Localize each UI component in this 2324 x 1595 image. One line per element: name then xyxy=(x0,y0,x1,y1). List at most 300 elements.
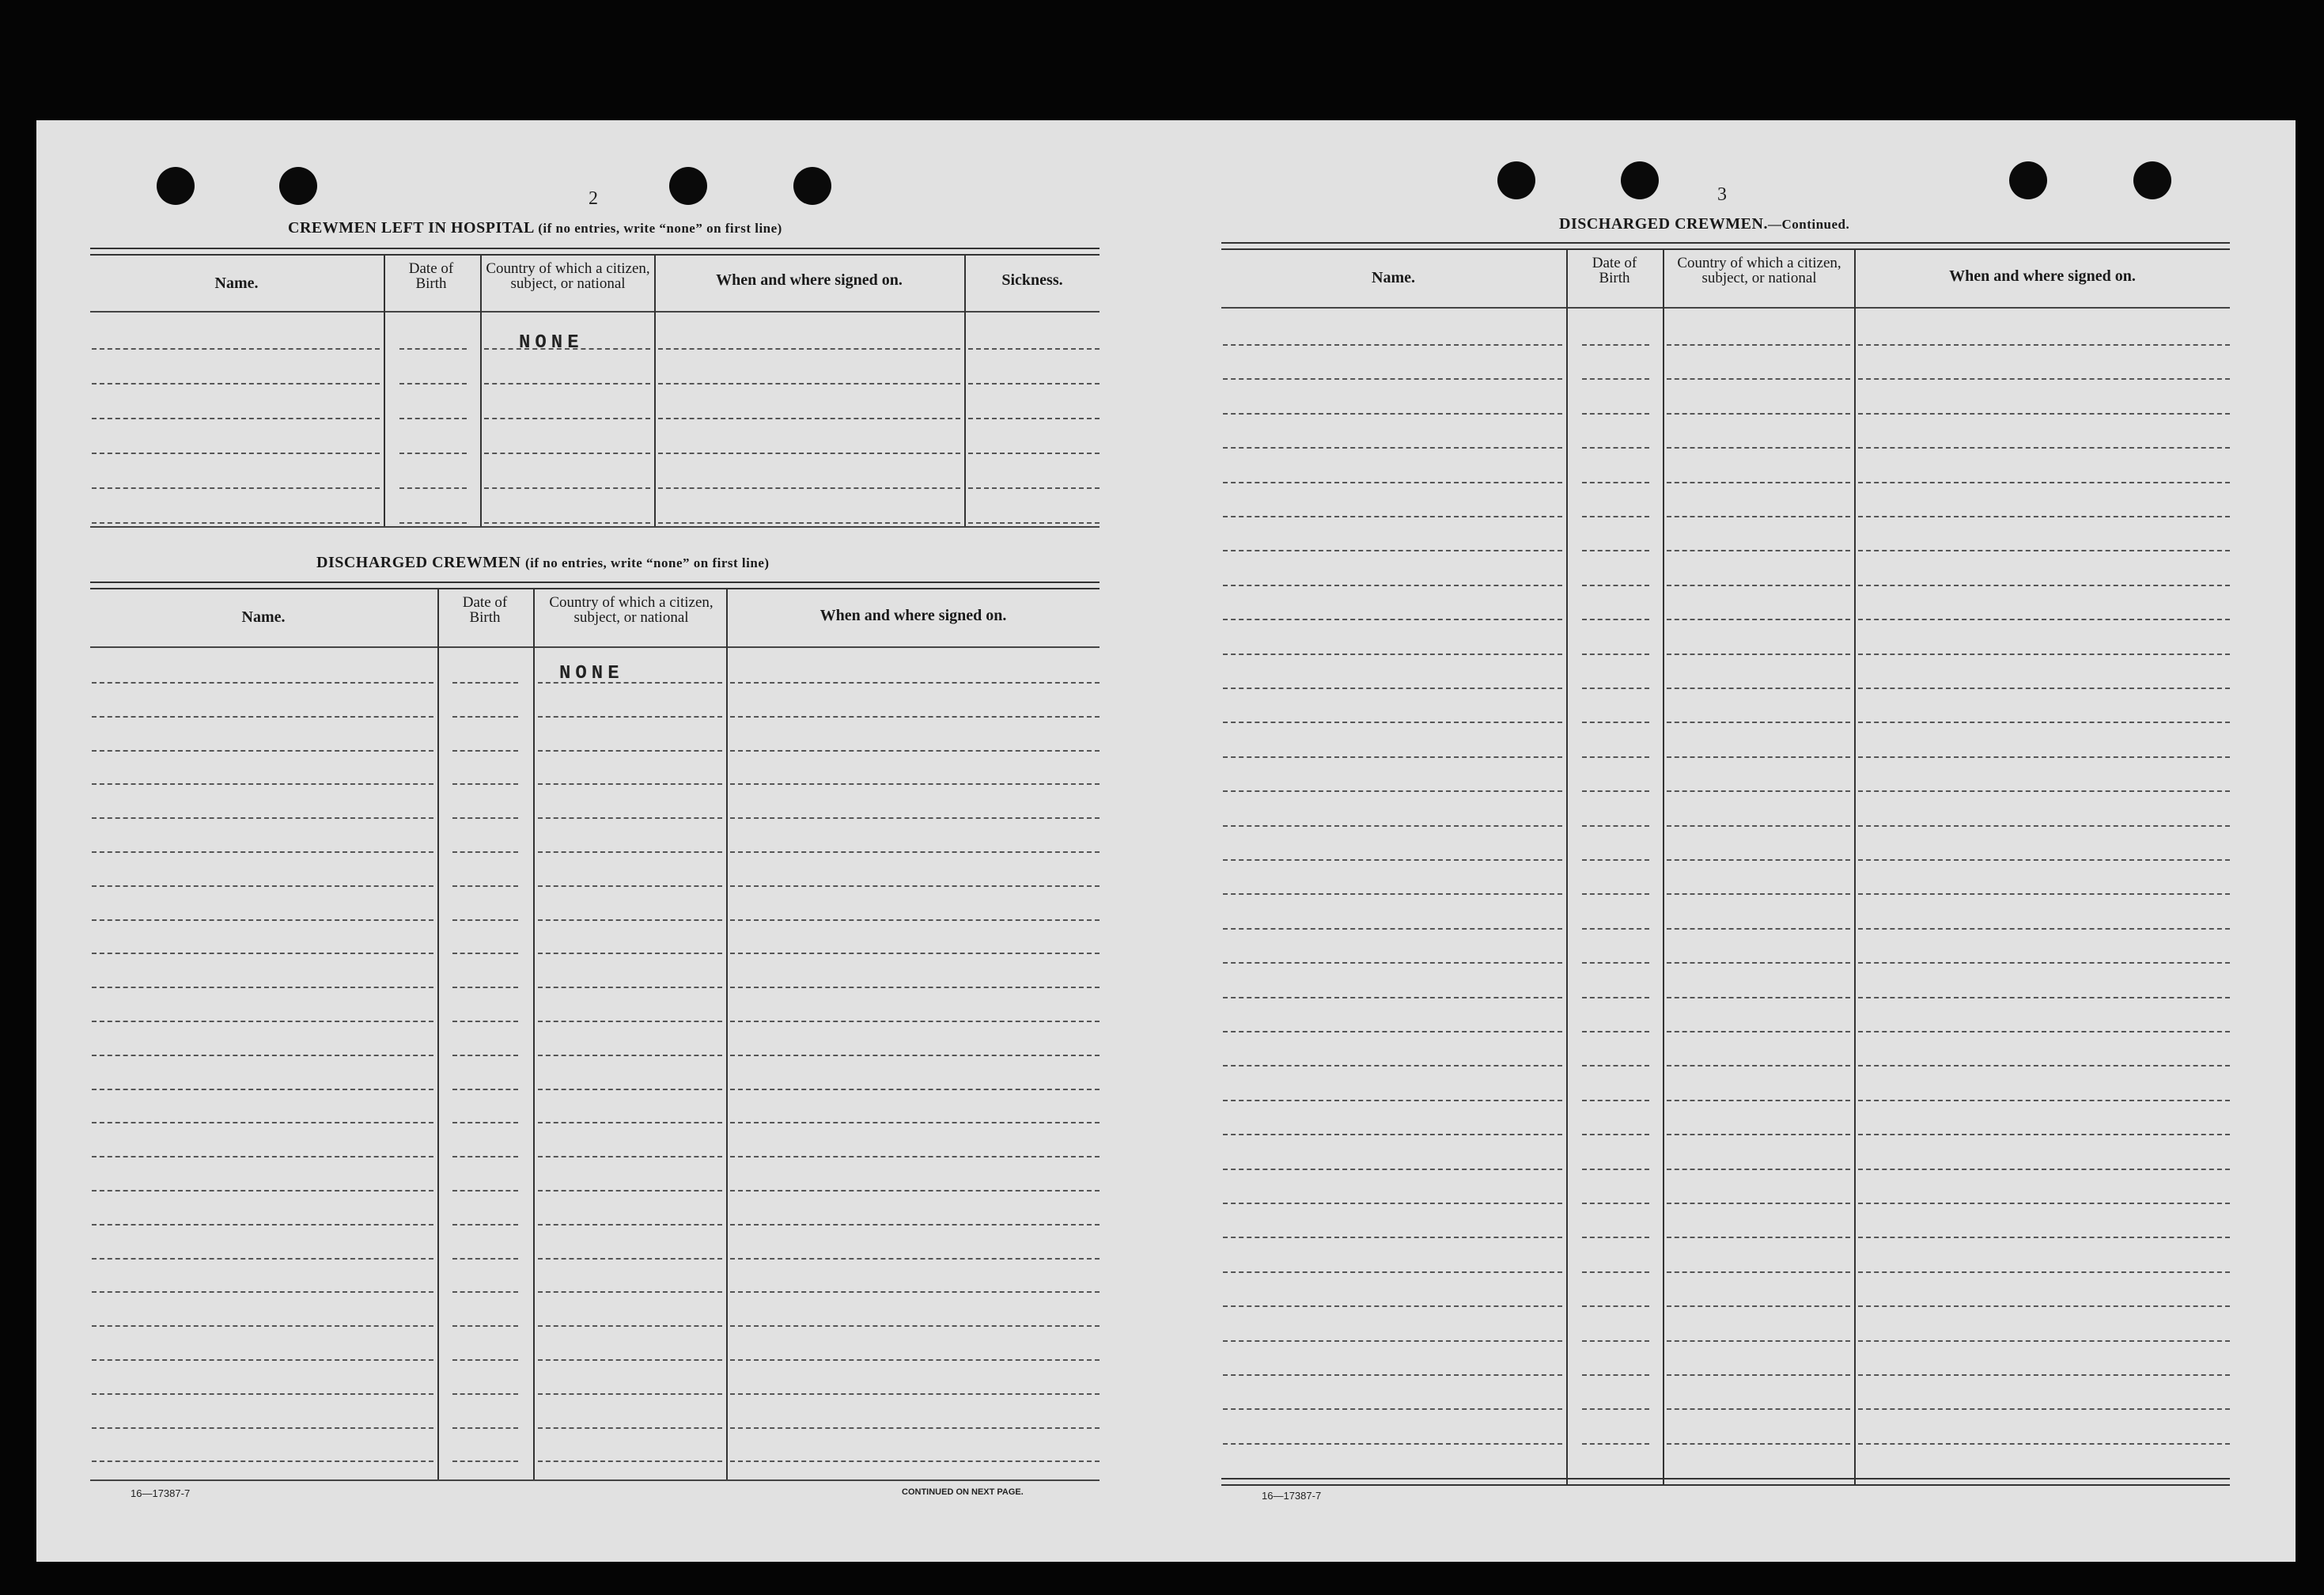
dotted-row-line xyxy=(452,1190,518,1192)
discharged-col-signed-on: When and where signed on. xyxy=(819,607,1007,624)
dotted-row-line xyxy=(1223,482,1562,483)
dotted-row-line xyxy=(399,418,467,419)
dotted-row-line xyxy=(1858,654,2230,655)
dotted-row-line xyxy=(658,418,960,419)
dotted-row-line xyxy=(1582,1169,1649,1170)
dotted-row-line xyxy=(1582,825,1649,827)
dotted-row-line xyxy=(730,1393,1100,1395)
dotted-row-line xyxy=(1582,619,1649,620)
dotted-row-line xyxy=(452,817,518,819)
dotted-row-line xyxy=(92,953,433,954)
dotted-row-line xyxy=(92,348,380,350)
dotted-row-line xyxy=(452,1291,518,1293)
dotted-row-line xyxy=(1223,893,1562,895)
dotted-row-line xyxy=(92,851,433,853)
dotted-row-line xyxy=(452,1224,518,1226)
punch-hole xyxy=(1497,161,1535,199)
dotted-row-line xyxy=(1858,1443,2230,1445)
dotted-row-line xyxy=(1858,619,2230,620)
dotted-row-line xyxy=(1667,1134,1850,1135)
dotted-row-line xyxy=(92,1461,433,1462)
dotted-row-line xyxy=(1667,962,1850,964)
dotted-row-line xyxy=(452,851,518,853)
dotted-row-line xyxy=(1223,790,1562,792)
dotted-row-line xyxy=(1858,1374,2230,1376)
dotted-row-line xyxy=(1223,1134,1562,1135)
dotted-row-line xyxy=(730,1359,1100,1361)
dotted-row-line xyxy=(658,348,960,350)
dotted-row-line xyxy=(1582,585,1649,586)
dotted-row-line xyxy=(1667,585,1850,586)
dotted-row-line xyxy=(92,987,433,988)
dotted-row-line xyxy=(658,383,960,385)
dotted-row-line xyxy=(538,1055,722,1056)
dotted-row-line xyxy=(968,348,1100,350)
dotted-row-line xyxy=(1582,1237,1649,1238)
dotted-row-line xyxy=(1858,1169,2230,1170)
hospital-title-text: CREWMEN LEFT IN HOSPITAL xyxy=(288,219,534,237)
dotted-row-line xyxy=(968,453,1100,454)
dotted-row-line xyxy=(1223,688,1562,689)
dotted-row-line xyxy=(968,418,1100,419)
dotted-row-line xyxy=(1667,1408,1850,1410)
dotted-row-line xyxy=(1667,893,1850,895)
dotted-row-line xyxy=(538,1089,722,1090)
dotted-row-line xyxy=(1582,516,1649,517)
page-number: 3 xyxy=(1717,184,1727,205)
dotted-row-line xyxy=(92,817,433,819)
dotted-row-line xyxy=(730,1055,1100,1056)
continued-note: CONTINUED ON NEXT PAGE. xyxy=(902,1487,1024,1497)
dotted-row-line xyxy=(730,783,1100,785)
dotted-row-line xyxy=(1223,722,1562,723)
dotted-row-line xyxy=(658,453,960,454)
dotted-row-line xyxy=(1582,1305,1649,1307)
dotted-row-line xyxy=(1858,1271,2230,1273)
dotted-row-line xyxy=(92,1427,433,1429)
dotted-row-line xyxy=(484,453,650,454)
dotted-row-line xyxy=(92,783,433,785)
dotted-row-line xyxy=(1858,893,2230,895)
dotted-row-line xyxy=(1582,1443,1649,1445)
dotted-row-line xyxy=(484,487,650,489)
dotted-row-line xyxy=(1667,1271,1850,1273)
dotted-row-line xyxy=(1582,790,1649,792)
dotted-row-line xyxy=(1667,1443,1850,1445)
right-col-divider xyxy=(1854,248,1856,1484)
dotted-row-line xyxy=(1223,1031,1562,1032)
dotted-row-line xyxy=(1582,928,1649,930)
dotted-row-line xyxy=(92,1089,433,1090)
dotted-row-line xyxy=(92,716,433,718)
hospital-col-signed-on: When and where signed on. xyxy=(716,271,903,289)
right-col-signed-on: When and where signed on. xyxy=(1949,267,2136,285)
dotted-row-line xyxy=(730,1461,1100,1462)
dotted-row-line xyxy=(92,1291,433,1293)
dotted-row-line xyxy=(1667,825,1850,827)
dotted-row-line xyxy=(1858,997,2230,998)
dotted-row-line xyxy=(1858,859,2230,861)
dotted-row-line xyxy=(538,750,722,752)
dotted-row-line xyxy=(1582,962,1649,964)
dotted-row-line xyxy=(92,522,380,524)
dotted-row-line xyxy=(1858,688,2230,689)
dotted-row-line xyxy=(1582,378,1649,380)
dotted-row-line xyxy=(1858,1065,2230,1066)
dotted-row-line xyxy=(1223,550,1562,551)
dotted-row-line xyxy=(452,1325,518,1327)
dotted-row-line xyxy=(1223,1169,1562,1170)
dotted-row-line xyxy=(452,987,518,988)
dotted-row-line xyxy=(1582,447,1649,449)
dotted-row-line xyxy=(92,383,380,385)
dotted-row-line xyxy=(92,1224,433,1226)
dotted-row-line xyxy=(92,1021,433,1022)
dotted-row-line xyxy=(1223,1237,1562,1238)
document-sheet xyxy=(36,120,2296,1562)
dotted-row-line xyxy=(92,418,380,419)
dotted-row-line xyxy=(538,1190,722,1192)
dotted-row-line xyxy=(92,1156,433,1157)
dotted-row-line xyxy=(1858,585,2230,586)
dotted-row-line xyxy=(1667,1374,1850,1376)
dotted-row-line xyxy=(452,1122,518,1123)
hospital-header-rule xyxy=(90,311,1100,313)
dotted-row-line xyxy=(730,1156,1100,1157)
dotted-row-line xyxy=(1667,378,1850,380)
dotted-row-line xyxy=(452,783,518,785)
dotted-row-line xyxy=(92,1055,433,1056)
dotted-row-line xyxy=(1223,516,1562,517)
dotted-row-line xyxy=(730,1291,1100,1293)
dotted-row-line xyxy=(1582,1203,1649,1204)
dotted-row-line xyxy=(92,1122,433,1123)
dotted-row-line xyxy=(1667,790,1850,792)
discharged-section-title xyxy=(316,554,770,572)
dotted-row-line xyxy=(1858,962,2230,964)
dotted-row-line xyxy=(538,885,722,887)
dotted-row-line xyxy=(730,1089,1100,1090)
hospital-instruction: (if no entries, write “none” on first line) xyxy=(538,221,782,236)
dotted-row-line xyxy=(538,1291,722,1293)
dotted-row-line xyxy=(1223,1065,1562,1066)
dotted-row-line xyxy=(538,716,722,718)
dotted-row-line xyxy=(1667,1100,1850,1101)
hospital-col-dob: Date of Birth xyxy=(408,260,454,292)
dotted-row-line xyxy=(1667,1169,1850,1170)
dotted-row-line xyxy=(1858,1134,2230,1135)
page-number: 2 xyxy=(589,188,598,209)
dotted-row-line xyxy=(1858,1305,2230,1307)
dotted-row-line xyxy=(1667,928,1850,930)
dotted-row-line xyxy=(730,851,1100,853)
dotted-row-line xyxy=(452,1427,518,1429)
dotted-row-line xyxy=(538,1393,722,1395)
dotted-row-line xyxy=(730,885,1100,887)
dotted-row-line xyxy=(452,1461,518,1462)
dotted-row-line xyxy=(1223,997,1562,998)
dotted-row-line xyxy=(968,383,1100,385)
dotted-row-line xyxy=(452,1156,518,1157)
dotted-row-line xyxy=(452,1359,518,1361)
discharged-header-rule xyxy=(90,646,1100,648)
dotted-row-line xyxy=(1223,1374,1562,1376)
dotted-row-line xyxy=(730,1190,1100,1192)
dotted-row-line xyxy=(1223,1408,1562,1410)
dotted-row-line xyxy=(1667,1031,1850,1032)
dotted-row-line xyxy=(730,919,1100,921)
dotted-row-line xyxy=(730,1325,1100,1327)
dotted-row-line xyxy=(1582,482,1649,483)
discharged-col-divider xyxy=(437,588,439,1479)
dotted-row-line xyxy=(92,682,433,684)
dotted-row-line xyxy=(1223,1443,1562,1445)
dotted-row-line xyxy=(1667,1203,1850,1204)
discharged-col-dob: Date of Birth xyxy=(462,594,508,626)
discharged-col-divider xyxy=(533,588,535,1479)
dotted-row-line xyxy=(1582,413,1649,415)
discharged-col-country: Country of which a citizen, subject, or national xyxy=(549,594,713,626)
dotted-row-line xyxy=(538,987,722,988)
dotted-row-line xyxy=(1858,756,2230,758)
dotted-row-line xyxy=(1223,1100,1562,1101)
dotted-row-line xyxy=(968,522,1100,524)
dotted-row-line xyxy=(452,1055,518,1056)
right-top-rule xyxy=(1221,242,2230,250)
dotted-row-line xyxy=(1858,825,2230,827)
hospital-col-sickness: Sickness. xyxy=(1001,271,1063,289)
dotted-row-line xyxy=(1667,756,1850,758)
right-section-title xyxy=(1559,215,1849,233)
dotted-row-line xyxy=(452,1393,518,1395)
right-bottom-rule xyxy=(1221,1478,2230,1486)
dotted-row-line xyxy=(1667,344,1850,346)
dotted-row-line xyxy=(1667,1237,1850,1238)
right-title-text: DISCHARGED CREWMEN. xyxy=(1559,215,1768,233)
punch-hole xyxy=(793,167,831,205)
dotted-row-line xyxy=(1582,1408,1649,1410)
dotted-row-line xyxy=(730,987,1100,988)
dotted-row-line xyxy=(1858,790,2230,792)
hospital-col-divider xyxy=(384,254,385,526)
dotted-row-line xyxy=(452,885,518,887)
dotted-row-line xyxy=(658,487,960,489)
dotted-row-line xyxy=(1858,722,2230,723)
dotted-row-line xyxy=(1582,1340,1649,1342)
dotted-row-line xyxy=(1858,516,2230,517)
discharged-entry-none: NONE xyxy=(559,663,624,684)
discharged-title-text: DISCHARGED CREWMEN xyxy=(316,554,521,571)
dotted-row-line xyxy=(1582,688,1649,689)
right-col-dob: Date of Birth xyxy=(1592,255,1637,286)
dotted-row-line xyxy=(1582,1100,1649,1101)
dotted-row-line xyxy=(92,1258,433,1260)
dotted-row-line xyxy=(730,716,1100,718)
hospital-col-country: Country of which a citizen, subject, or national xyxy=(486,260,650,292)
dotted-row-line xyxy=(538,919,722,921)
dotted-row-line xyxy=(1858,378,2230,380)
dotted-row-line xyxy=(1858,1031,2230,1032)
dotted-row-line xyxy=(1858,482,2230,483)
dotted-row-line xyxy=(538,953,722,954)
dotted-row-line xyxy=(1667,859,1850,861)
dotted-row-line xyxy=(658,522,960,524)
dotted-row-line xyxy=(730,1122,1100,1123)
dotted-row-line xyxy=(399,487,467,489)
dotted-row-line xyxy=(1667,413,1850,415)
dotted-row-line xyxy=(1667,482,1850,483)
dotted-row-line xyxy=(730,1021,1100,1022)
dotted-row-line xyxy=(1223,378,1562,380)
dotted-row-line xyxy=(1582,859,1649,861)
dotted-row-line xyxy=(1223,344,1562,346)
dotted-row-line xyxy=(1582,1031,1649,1032)
dotted-row-line xyxy=(1582,550,1649,551)
dotted-row-line xyxy=(1667,997,1850,998)
dotted-row-line xyxy=(538,1021,722,1022)
dotted-row-line xyxy=(399,522,467,524)
dotted-row-line xyxy=(1223,756,1562,758)
dotted-row-line xyxy=(1667,1305,1850,1307)
dotted-row-line xyxy=(1223,962,1562,964)
dotted-row-line xyxy=(1582,893,1649,895)
dotted-row-line xyxy=(1223,928,1562,930)
dotted-row-line xyxy=(1667,550,1850,551)
dotted-row-line xyxy=(538,851,722,853)
dotted-row-line xyxy=(1667,1340,1850,1342)
right-col-country: Country of which a citizen, subject, or national xyxy=(1677,255,1841,286)
dotted-row-line xyxy=(538,1325,722,1327)
dotted-row-line xyxy=(1223,619,1562,620)
dotted-row-line xyxy=(452,1258,518,1260)
dotted-row-line xyxy=(730,817,1100,819)
dotted-row-line xyxy=(1223,859,1562,861)
dotted-row-line xyxy=(92,1190,433,1192)
right-header-rule xyxy=(1221,307,2230,309)
dotted-row-line xyxy=(538,1359,722,1361)
hospital-col-name: Name. xyxy=(214,275,259,292)
dotted-row-line xyxy=(538,1156,722,1157)
dotted-row-line xyxy=(538,1224,722,1226)
dotted-row-line xyxy=(1582,997,1649,998)
punch-hole xyxy=(157,167,195,205)
hospital-entry-none: NONE xyxy=(519,332,584,354)
punch-hole xyxy=(1621,161,1659,199)
dotted-row-line xyxy=(399,348,467,350)
dotted-row-line xyxy=(1582,1374,1649,1376)
dotted-row-line xyxy=(1858,344,2230,346)
form-number: 16—17387-7 xyxy=(1262,1490,1322,1502)
dotted-row-line xyxy=(452,953,518,954)
dotted-row-line xyxy=(92,487,380,489)
dotted-row-line xyxy=(1667,722,1850,723)
hospital-top-rule xyxy=(90,248,1100,256)
dotted-row-line xyxy=(1858,1408,2230,1410)
punch-hole xyxy=(669,167,707,205)
discharged-col-divider xyxy=(726,588,728,1479)
dotted-row-line xyxy=(1582,1134,1649,1135)
dotted-row-line xyxy=(92,750,433,752)
dotted-row-line xyxy=(484,383,650,385)
dotted-row-line xyxy=(538,1258,722,1260)
dotted-row-line xyxy=(452,682,518,684)
dotted-row-line xyxy=(1223,585,1562,586)
dotted-row-line xyxy=(1223,1340,1562,1342)
dotted-row-line xyxy=(484,522,650,524)
dotted-row-line xyxy=(730,1224,1100,1226)
discharged-instruction: (if no entries, write “none” on first line) xyxy=(524,555,770,570)
dotted-row-line xyxy=(1582,344,1649,346)
dotted-row-line xyxy=(92,885,433,887)
dotted-row-line xyxy=(538,817,722,819)
hospital-section-title xyxy=(288,219,782,237)
dotted-row-line xyxy=(1858,1237,2230,1238)
dotted-row-line xyxy=(730,1427,1100,1429)
dotted-row-line xyxy=(1582,654,1649,655)
dotted-row-line xyxy=(399,383,467,385)
punch-hole xyxy=(2009,161,2047,199)
dotted-row-line xyxy=(92,919,433,921)
dotted-row-line xyxy=(1858,928,2230,930)
dotted-row-line xyxy=(1582,756,1649,758)
dotted-row-line xyxy=(538,1122,722,1123)
dotted-row-line xyxy=(1858,413,2230,415)
dotted-row-line xyxy=(538,1427,722,1429)
hospital-col-divider xyxy=(654,254,656,526)
dotted-row-line xyxy=(1223,413,1562,415)
hospital-bottom-rule xyxy=(90,526,1100,528)
dotted-row-line xyxy=(1223,1203,1562,1204)
dotted-row-line xyxy=(92,1393,433,1395)
dotted-row-line xyxy=(452,1089,518,1090)
dotted-row-line xyxy=(1667,654,1850,655)
dotted-row-line xyxy=(1223,1271,1562,1273)
discharged-bottom-rule xyxy=(90,1479,1100,1481)
dotted-row-line xyxy=(1582,722,1649,723)
dotted-row-line xyxy=(452,919,518,921)
dotted-row-line xyxy=(1223,825,1562,827)
dotted-row-line xyxy=(730,682,1100,684)
dotted-row-line xyxy=(1582,1271,1649,1273)
dotted-row-line xyxy=(1223,1305,1562,1307)
dotted-row-line xyxy=(1667,688,1850,689)
dotted-row-line xyxy=(1667,1065,1850,1066)
dotted-row-line xyxy=(538,1461,722,1462)
punch-hole xyxy=(279,167,317,205)
dotted-row-line xyxy=(452,716,518,718)
dotted-row-line xyxy=(1858,1203,2230,1204)
discharged-col-name: Name. xyxy=(241,608,286,626)
form-number: 16—17387-7 xyxy=(131,1487,191,1499)
punch-hole xyxy=(2133,161,2171,199)
hospital-col-divider xyxy=(964,254,966,526)
dotted-row-line xyxy=(452,1021,518,1022)
dotted-row-line xyxy=(92,1359,433,1361)
dotted-row-line xyxy=(1223,447,1562,449)
discharged-top-rule xyxy=(90,582,1100,589)
dotted-row-line xyxy=(1582,1065,1649,1066)
dotted-row-line xyxy=(1858,550,2230,551)
right-col-divider xyxy=(1663,248,1664,1484)
dotted-row-line xyxy=(1223,654,1562,655)
dotted-row-line xyxy=(730,750,1100,752)
dotted-row-line xyxy=(1667,447,1850,449)
dotted-row-line xyxy=(1858,1100,2230,1101)
dotted-row-line xyxy=(538,783,722,785)
dotted-row-line xyxy=(399,453,467,454)
dotted-row-line xyxy=(730,1258,1100,1260)
dotted-row-line xyxy=(92,1325,433,1327)
